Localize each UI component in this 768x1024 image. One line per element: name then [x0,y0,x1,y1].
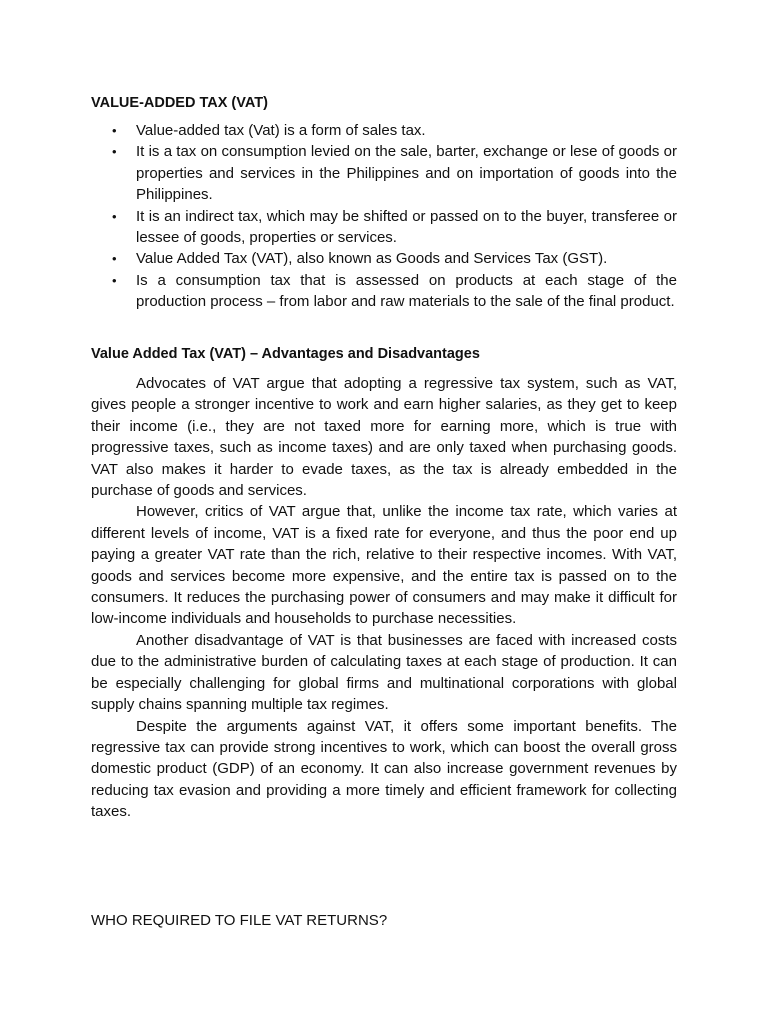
bullet-text: Value Added Tax (VAT), also known as Goods and Services Tax (GST). [136,250,608,268]
bullet-icon: • [112,272,117,288]
bullet-item [91,120,677,141]
paragraph: Advocates of VAT argue that adopting a regressive tax system, such as VAT, gives people a stronger incentive to work and earn higher salaries, as they get to keep their income (i.e., they are not taxed more for earning more, which is true with progressive taxes, such as income taxes) and are only taxed when purchasing goods. VAT also makes it harder to evade taxes, as the tax is already embedded in the purchase of goods and services. [91,375,677,500]
vat-bullet-list [91,120,677,313]
section-title-advantages: Value Added Tax (VAT) – Advantages and Disadvantages [91,346,480,362]
bullet-item [91,248,677,269]
paragraph: Another disadvantage of VAT is that businesses are faced with increased costs due to the administrative burden of calculating taxes at each stage of production. It can be especially challenging for global firms and multinational corporations with global supply chains spanning multiple tax regimes. [91,631,677,714]
bullet-text: It is an indirect tax, which may be shifted or passed on to the buyer, transferee or lessee of goods, properties or services. [136,207,677,247]
bullet-item [91,206,677,249]
bullet-icon: • [112,144,117,160]
bullet-icon: • [112,123,117,138]
section-title-vat: VALUE-ADDED TAX (VAT) [91,95,268,111]
bullet-text: Value-added tax (Vat) is a form of sales tax. [136,122,426,139]
bullet-text: It is a tax on consumption levied on the sale, barter, exchange or lese of goods or properties and services in the Philippines and on importation of goods into the Philippines. [136,143,677,204]
advantages-body [91,373,677,823]
paragraph: However, critics of VAT argue that, unlike the income tax rate, which varies at different levels of income, VAT is a fixed rate for everyone, and thus the poor end up paying a greater VAT rate than the rich, relative to their respective incomes. With VAT, goods and services become more expensive, and the entire tax is passed on to the consumers. It reduces the purchasing power of consumers and may make it difficult for low-income individuals and households to purchase necessities. [91,503,677,628]
bullet-item [91,270,677,313]
bullet-text: Is a consumption tax that is assessed on products at each stage of the production process – from labor and raw materials to the sale of the final product. [136,271,677,311]
section-title-vat-returns: WHO REQUIRED TO FILE VAT RETURNS? [91,912,388,929]
bullet-icon: • [112,208,117,224]
paragraph: Despite the arguments against VAT, it offers some important benefits. The regressive tax can provide strong incentives to work, which can boost the overall gross domestic product (GDP) of an economy. It can also increase government revenues by reducing tax evasion and providing a more timely and efficient framework for collecting taxes. [91,717,677,821]
bullet-icon: • [112,251,117,267]
bullet-item [91,141,677,205]
